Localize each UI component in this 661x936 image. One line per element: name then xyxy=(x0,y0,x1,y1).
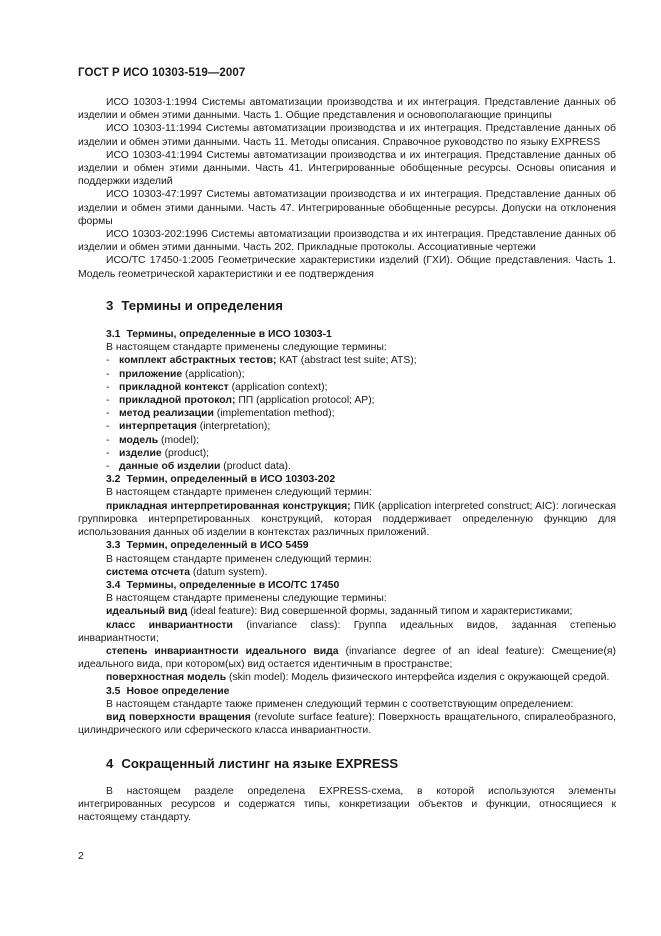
term-definition: идеальный вид (ideal feature): Вид совершенной формы, заданный типом и характеристиками; xyxy=(106,606,573,618)
page-number: 2 xyxy=(78,850,84,862)
subsection-intro: В настоящем стандарте применены следующие термины: xyxy=(106,342,387,354)
term-definition: поверхностная модель (skin model): Модель физического интерфейса изделия с окружающей средой. xyxy=(106,672,610,684)
document-header: ГОСТ Р ИСО 10303-519—2007 xyxy=(78,67,246,79)
section-4-heading: 4 Сокращенный листинг на языке EXPRESS xyxy=(106,756,399,772)
subsection-intro: В настоящем стандарте применен следующий термин: xyxy=(106,553,372,565)
list-item: - интерпретация (interpretation); xyxy=(106,421,271,433)
subsection-intro: В настоящем стандарте применен следующий термин: xyxy=(106,487,372,499)
section-3-heading: 3 Термины и определения xyxy=(106,297,283,313)
reference-item: ИСО 10303-41:1994 Системы автоматизации производства и их интеграция. Представление данных об изделии и обмен этими данными. Часть 41. Интегрированные обобщенные ресурсы. Основы описания и поддержки изделий xyxy=(78,149,616,188)
term-definition: класс инвариантности (invariance class): Группа идеальных видов, заданная степенью инвариантности; xyxy=(78,619,617,644)
list-item: - метод реализации (implementation method); xyxy=(106,408,335,420)
term-definition: вид поверхности вращения (revolute surface feature): Поверхность вращательного, спиралеобразного, цилиндрического или сферического класса инвариантности. xyxy=(78,711,616,737)
subsection-intro: В настоящем стандарте также применен следующий термин с соответствующим определением: xyxy=(106,698,574,710)
list-item: - модель (model); xyxy=(106,434,200,446)
reference-item: ИСО/ТС 17450-1:2005 Геометрические характеристики изделий (ГХИ). Общие представления. Часть 1. Модель геометрической характеристики и ее подтверждения xyxy=(78,255,616,280)
reference-item: ИСО 10303-1:1994 Системы автоматизации производства и их интеграция. Представление данных об изделии и обмен этими данными. Часть 1. Общие представления и основополагающие принципы xyxy=(78,97,616,122)
list-item: - прикладной протокол; ПП (application protocol; AP); xyxy=(106,395,375,407)
subsection-3-5-heading: 3.5 Новое определение xyxy=(106,685,230,697)
list-item: - изделие (product); xyxy=(106,447,210,459)
reference-item: ИСО 10303-11:1994 Системы автоматизации производства и их интеграция. Представление данных об изделии и обмен этими данными. Часть 11. Методы описания. Справочное руководство по языку EXPRESS xyxy=(78,123,616,148)
term-definition: прикладная интерпретированная конструкция; ПИК (application interpreted construct; AIC): логическая группировка интерпретированных конструкций, которая поддерживает определенную функцию для использования данных об изделии в контекстах различных приложений. xyxy=(78,500,616,539)
subsection-3-3-heading: 3.3 Термин, определенный в ИСО 5459 xyxy=(106,540,309,552)
terms-list xyxy=(78,354,616,473)
list-item: - комплект абстрактных тестов; КАТ (abstract test suite; ATS); xyxy=(106,355,417,367)
term-definition: система отсчета (datum system). xyxy=(106,566,268,578)
list-item: - данные об изделии (product data). xyxy=(106,461,291,473)
document-body xyxy=(78,96,616,824)
term-definition: степень инвариантности идеального вида (invariance degree of an ideal feature): Смещение(я) идеального вида, при котором(ых) вид остается идентичным в пространстве; xyxy=(78,645,616,671)
list-item: - прикладной контекст (application context); xyxy=(106,381,328,393)
reference-item: ИСО 10303-47:1997 Системы автоматизации производства и их интеграция. Представление данных об изделии и обмен этими данными. Часть 47. Интегрированные обобщенные ресурсы. Допуски на отклонения формы xyxy=(78,189,616,227)
subsection-intro: В настоящем стандарте применены следующие термины: xyxy=(106,593,387,605)
section-4-text: В настоящем разделе определена EXPRESS-схема, в которой используются элементы интегрированных ресурсов и содержатся типы, конкретизации объектов и функции, относящиеся к настоящему стандарту. xyxy=(78,785,616,823)
references-list xyxy=(78,96,616,281)
reference-item: ИСО 10303-202:1996 Системы автоматизации производства и их интеграция. Представление данных об изделии и обмен этими данными. Часть 202. Прикладные протоколы. Ассоциативные чертежи xyxy=(78,229,616,254)
list-item: - приложение (application); xyxy=(106,368,245,380)
subsection-3-2-heading: 3.2 Термин, определенный в ИСО 10303-202 xyxy=(106,474,336,486)
subsection-3-4-heading: 3.4 Термины, определенные в ИСО/ТС 17450 xyxy=(106,579,340,591)
subsection-3-1-heading: 3.1 Термины, определенные в ИСО 10303-1 xyxy=(106,329,332,341)
